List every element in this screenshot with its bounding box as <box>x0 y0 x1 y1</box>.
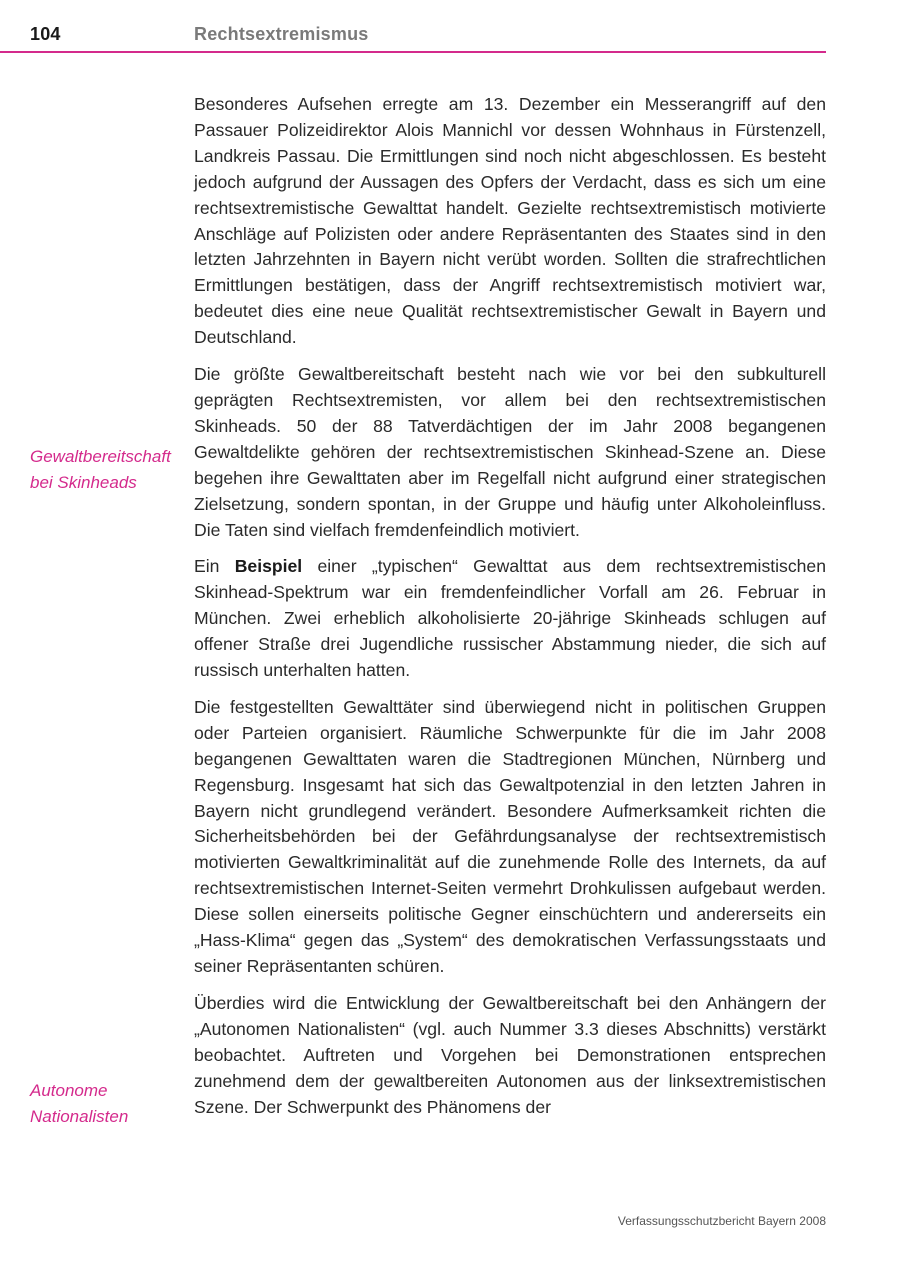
paragraph-skinheads: Die größte Gewaltbereitschaft besteht nach wie vor bei den subkulturell geprägten Rechtsextremisten, vor allem bei den rechtsextremistischen Skinheads. 50 der 88 Tatverdächtigen der im Jahr 2008 begangenen Gewaltdelikte gehören der rechtsextremistischen Skinhead-Szene an. Diese begehen ihre Gewalttaten aber im Regelfall nicht aufgrund einer strategischen Zielsetzung, sondern spontan, in der Gruppe und häufig unter Alkoholeinfluss. Die Taten sind vielfach fremdenfeindlich motiviert. <box>194 364 826 540</box>
example-bold: Beispiel <box>234 556 303 577</box>
page-number: 104 <box>30 24 61 44</box>
body-text <box>194 92 826 1131</box>
margin-note-autonome <box>30 1078 190 1130</box>
paragraph-offenders: Die festgestellten Gewalttäter sind überwiegend nicht in politischen Gruppen oder Parteien organisiert. Räumliche Schwerpunkte für die im Jahr 2008 begangenen Gewalttaten waren die Stadtregionen München, Nürnberg und Regensburg. Insgesamt hat sich das Gewaltpotenzial in den letzten Jahren in Bayern nicht grundlegend verändert. Besondere Aufmerksamkeit richten die Sicherheitsbehörden bei der Gefährdungsanalyse der rechtsextremistisch motivierten Gewaltkriminalität auf die zunehmende Rolle des Internets, da auf rechtsextremistischen Internet-Seiten vermehrt Drohkulissen aufgebaut werden. Diese sollen einerseits politische Gegner einschüchtern und andererseits ein „Hass-Klima“ gegen das „System“ des demokratischen Verfassungsstaats und seiner Repräsentanten schüren. <box>194 696 826 976</box>
footer-publication: Verfassungsschutzbericht Bayern 2008 <box>617 1214 826 1228</box>
example-text: einer „typischen“ Gewalttat aus dem rechtsextremistischen Skinhead-Spektrum war ein fremdenfeindlicher Vorfall am 26. Februar in München. Zwei erheblich alkoholisierte 20-jährige Skinheads schlugen auf offener Straße drei Jugendliche russischer Abstammung nieder, die sich auf russisch unterhalten hatten. <box>194 556 826 681</box>
margin-note-line: Nationalisten <box>30 1106 129 1126</box>
header-rule <box>0 51 826 53</box>
margin-note-line: Autonome <box>30 1081 108 1100</box>
margin-note-line: Gewaltbereitschaft <box>30 447 171 466</box>
paragraph-autonome: Überdies wird die Entwicklung der Gewaltbereitschaft bei den Anhängern der „Autonomen Nationalisten“ (vgl. auch Nummer 3.3 dieses Abschnitts) verstärkt beobachtet. Auftreten und Vorgehen bei Demonstrationen entsprechen zunehmend dem der gewaltbereiten Autonomen aus der linksextremistischen Szene. Der Schwerpunkt des Phänomens der <box>194 992 826 1117</box>
margin-note-skinheads <box>30 444 190 496</box>
margin-note-line: bei Skinheads <box>30 472 137 492</box>
example-prefix: Ein <box>194 556 220 577</box>
paragraph-example <box>194 554 826 684</box>
paragraph-attack-passau: Besonderes Aufsehen erregte am 13. Dezember ein Messerangriff auf den Passauer Polizeidirektor Alois Mannichl vor dessen Wohnhaus in Fürstenzell, Landkreis Passau. Die Ermittlungen sind noch nicht abgeschlossen. Es besteht jedoch aufgrund der Aussagen des Opfers der Verdacht, dass es sich um eine rechtsextremistische Gewalttat handelt. Gezielte rechtsextremistisch motivierte Anschläge auf Polizisten oder andere Repräsentanten des Staates sind in den letzten Jahrzehnten in Bayern nicht verübt worden. Sollten die strafrechtlichen Ermittlungen bestätigen, dass der Angriff rechtsextremistisch motiviert war, bedeutet dies eine neue Qualität rechtsextremistischer Gewalt in Bayern und Deutschland. <box>194 94 826 348</box>
running-title: Rechtsextremismus <box>194 24 369 44</box>
